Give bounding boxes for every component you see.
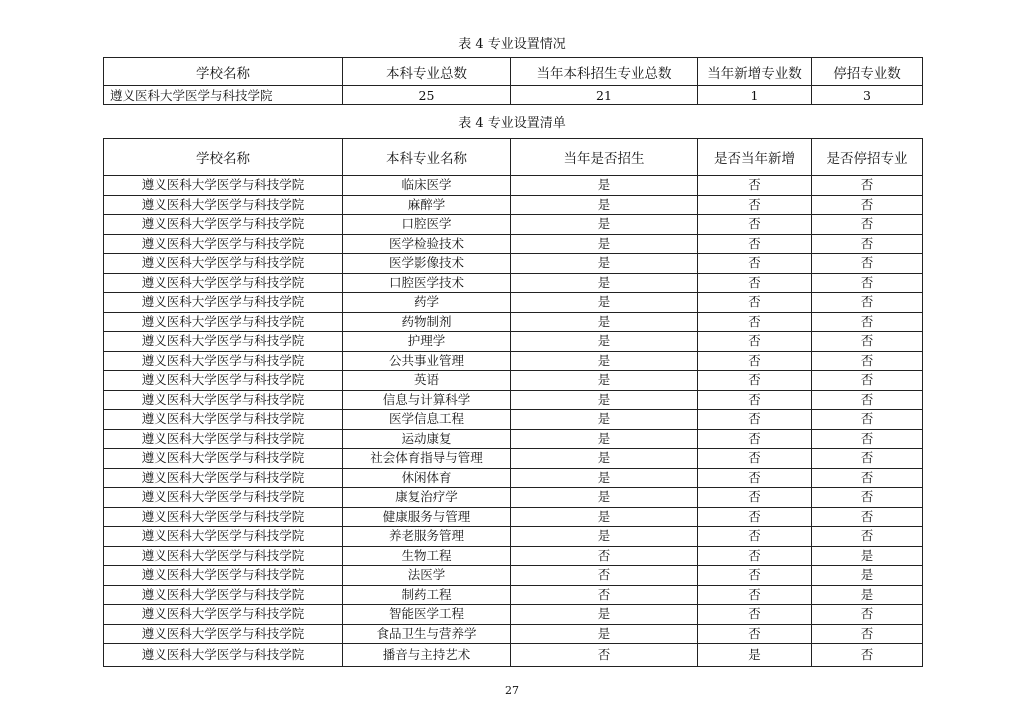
is-new-cell: 否 xyxy=(698,546,812,566)
is-suspended-cell: 是 xyxy=(812,566,923,586)
is-suspended-cell: 否 xyxy=(812,254,923,274)
school-name-cell: 遵义医科大学医学与科技学院 xyxy=(104,254,343,274)
table-row xyxy=(104,312,923,332)
enrolling-cell: 是 xyxy=(511,332,698,352)
enrolling-cell: 是 xyxy=(511,215,698,235)
table-row xyxy=(104,546,923,566)
major-name-cell: 休闲体育 xyxy=(343,468,511,488)
is-suspended-cell: 是 xyxy=(812,546,923,566)
header-school-name: 学校名称 xyxy=(104,58,343,86)
major-name-cell: 播音与主持艺术 xyxy=(343,644,511,667)
table-row xyxy=(104,605,923,625)
is-suspended-cell: 否 xyxy=(812,371,923,391)
enrolling-cell: 是 xyxy=(511,429,698,449)
school-name-cell: 遵义医科大学医学与科技学院 xyxy=(104,176,343,196)
enrolling-cell: 是 xyxy=(511,312,698,332)
enrolling-cell: 是 xyxy=(511,468,698,488)
summary-new-majors: 1 xyxy=(698,86,812,105)
major-name-cell: 生物工程 xyxy=(343,546,511,566)
major-name-cell: 制药工程 xyxy=(343,585,511,605)
table-row xyxy=(104,410,923,430)
is-new-cell: 否 xyxy=(698,215,812,235)
table-row xyxy=(104,468,923,488)
is-new-cell: 否 xyxy=(698,468,812,488)
header-major-name: 本科专业名称 xyxy=(343,139,511,176)
enrolling-cell: 是 xyxy=(511,293,698,313)
school-name-cell: 遵义医科大学医学与科技学院 xyxy=(104,429,343,449)
school-name-cell: 遵义医科大学医学与科技学院 xyxy=(104,644,343,667)
summary-enrolling-majors: 21 xyxy=(511,86,698,105)
is-suspended-cell: 否 xyxy=(812,390,923,410)
table-row xyxy=(104,585,923,605)
is-suspended-cell: 否 xyxy=(812,332,923,352)
is-suspended-cell: 否 xyxy=(812,507,923,527)
major-name-cell: 运动康复 xyxy=(343,429,511,449)
school-name-cell: 遵义医科大学医学与科技学院 xyxy=(104,351,343,371)
is-new-cell: 否 xyxy=(698,390,812,410)
enrolling-cell: 否 xyxy=(511,585,698,605)
school-name-cell: 遵义医科大学医学与科技学院 xyxy=(104,566,343,586)
school-name-cell: 遵义医科大学医学与科技学院 xyxy=(104,371,343,391)
table-row xyxy=(104,293,923,313)
school-name-cell: 遵义医科大学医学与科技学院 xyxy=(104,293,343,313)
is-new-cell: 否 xyxy=(698,605,812,625)
school-name-cell: 遵义医科大学医学与科技学院 xyxy=(104,585,343,605)
is-new-cell: 否 xyxy=(698,410,812,430)
major-name-cell: 麻醉学 xyxy=(343,195,511,215)
summary-school-name: 遵义医科大学医学与科技学院 xyxy=(104,86,343,105)
major-name-cell: 药物制剂 xyxy=(343,312,511,332)
major-name-cell: 口腔医学 xyxy=(343,215,511,235)
major-name-cell: 药学 xyxy=(343,293,511,313)
school-name-cell: 遵义医科大学医学与科技学院 xyxy=(104,234,343,254)
enrolling-cell: 是 xyxy=(511,273,698,293)
school-name-cell: 遵义医科大学医学与科技学院 xyxy=(104,449,343,469)
table-row xyxy=(104,351,923,371)
is-suspended-cell: 是 xyxy=(812,585,923,605)
table-row xyxy=(104,644,923,667)
major-name-cell: 医学影像技术 xyxy=(343,254,511,274)
is-suspended-cell: 否 xyxy=(812,293,923,313)
enrolling-cell: 是 xyxy=(511,371,698,391)
page-number: 27 xyxy=(505,684,519,697)
is-new-cell: 否 xyxy=(698,234,812,254)
is-new-cell: 否 xyxy=(698,488,812,508)
is-suspended-cell: 否 xyxy=(812,449,923,469)
is-suspended-cell: 否 xyxy=(812,215,923,235)
header-enrolling-majors: 当年本科招生专业总数 xyxy=(511,58,698,86)
enrolling-cell: 是 xyxy=(511,527,698,547)
summary-total-majors: 25 xyxy=(343,86,511,105)
is-suspended-cell: 否 xyxy=(812,527,923,547)
major-name-cell: 健康服务与管理 xyxy=(343,507,511,527)
enrolling-cell: 是 xyxy=(511,449,698,469)
is-new-cell: 否 xyxy=(698,351,812,371)
is-suspended-cell: 否 xyxy=(812,605,923,625)
enrolling-cell: 是 xyxy=(511,488,698,508)
is-suspended-cell: 否 xyxy=(812,429,923,449)
is-suspended-cell: 否 xyxy=(812,195,923,215)
enrolling-cell: 否 xyxy=(511,644,698,667)
enrolling-cell: 是 xyxy=(511,195,698,215)
enrolling-cell: 是 xyxy=(511,605,698,625)
enrolling-cell: 是 xyxy=(511,624,698,644)
school-name-cell: 遵义医科大学医学与科技学院 xyxy=(104,546,343,566)
header-is-suspended: 是否停招专业 xyxy=(812,139,923,176)
table-row xyxy=(104,488,923,508)
school-name-cell: 遵义医科大学医学与科技学院 xyxy=(104,605,343,625)
header-is-new: 是否当年新增 xyxy=(698,139,812,176)
school-name-cell: 遵义医科大学医学与科技学院 xyxy=(104,195,343,215)
school-name-cell: 遵义医科大学医学与科技学院 xyxy=(104,215,343,235)
major-name-cell: 食品卫生与营养学 xyxy=(343,624,511,644)
table-row xyxy=(104,371,923,391)
table-row xyxy=(104,449,923,469)
school-name-cell: 遵义医科大学医学与科技学院 xyxy=(104,488,343,508)
enrolling-cell: 是 xyxy=(511,507,698,527)
is-suspended-cell: 否 xyxy=(812,351,923,371)
school-name-cell: 遵义医科大学医学与科技学院 xyxy=(104,273,343,293)
is-suspended-cell: 否 xyxy=(812,273,923,293)
summary-suspended-majors: 3 xyxy=(812,86,923,105)
enrolling-cell: 是 xyxy=(511,254,698,274)
enrolling-cell: 是 xyxy=(511,234,698,254)
major-name-cell: 智能医学工程 xyxy=(343,605,511,625)
is-new-cell: 否 xyxy=(698,624,812,644)
enrolling-cell: 否 xyxy=(511,546,698,566)
major-name-cell: 医学信息工程 xyxy=(343,410,511,430)
major-name-cell: 法医学 xyxy=(343,566,511,586)
header-total-majors: 本科专业总数 xyxy=(343,58,511,86)
major-name-cell: 养老服务管理 xyxy=(343,527,511,547)
is-new-cell: 否 xyxy=(698,371,812,391)
is-suspended-cell: 否 xyxy=(812,624,923,644)
school-name-cell: 遵义医科大学医学与科技学院 xyxy=(104,390,343,410)
table-row xyxy=(104,332,923,352)
header-suspended-majors: 停招专业数 xyxy=(812,58,923,86)
is-new-cell: 否 xyxy=(698,449,812,469)
is-suspended-cell: 否 xyxy=(812,176,923,196)
major-name-cell: 临床医学 xyxy=(343,176,511,196)
table-row xyxy=(104,254,923,274)
school-name-cell: 遵义医科大学医学与科技学院 xyxy=(104,527,343,547)
summary-data-row xyxy=(104,86,923,105)
major-name-cell: 公共事业管理 xyxy=(343,351,511,371)
school-name-cell: 遵义医科大学医学与科技学院 xyxy=(104,410,343,430)
enrolling-cell: 是 xyxy=(511,390,698,410)
major-name-cell: 英语 xyxy=(343,371,511,391)
enrolling-cell: 是 xyxy=(511,176,698,196)
major-name-cell: 护理学 xyxy=(343,332,511,352)
school-name-cell: 遵义医科大学医学与科技学院 xyxy=(104,624,343,644)
school-name-cell: 遵义医科大学医学与科技学院 xyxy=(104,332,343,352)
is-suspended-cell: 否 xyxy=(812,234,923,254)
is-suspended-cell: 否 xyxy=(812,488,923,508)
enrolling-cell: 是 xyxy=(511,351,698,371)
table-row xyxy=(104,390,923,410)
header-new-majors: 当年新增专业数 xyxy=(698,58,812,86)
major-list-table xyxy=(103,138,923,667)
school-name-cell: 遵义医科大学医学与科技学院 xyxy=(104,468,343,488)
is-new-cell: 否 xyxy=(698,273,812,293)
is-suspended-cell: 否 xyxy=(812,410,923,430)
enrolling-cell: 是 xyxy=(511,410,698,430)
major-name-cell: 康复治疗学 xyxy=(343,488,511,508)
summary-table xyxy=(103,57,923,105)
is-new-cell: 否 xyxy=(698,195,812,215)
enrolling-cell: 否 xyxy=(511,566,698,586)
header-enrolling: 当年是否招生 xyxy=(511,139,698,176)
school-name-cell: 遵义医科大学医学与科技学院 xyxy=(104,507,343,527)
is-new-cell: 否 xyxy=(698,254,812,274)
table-row xyxy=(104,273,923,293)
is-new-cell: 否 xyxy=(698,176,812,196)
list-table-caption: 表 4 专业设置清单 xyxy=(458,116,566,131)
is-suspended-cell: 否 xyxy=(812,312,923,332)
list-header-row xyxy=(104,139,923,176)
table-row xyxy=(104,527,923,547)
table-row xyxy=(104,429,923,449)
header-school-name: 学校名称 xyxy=(104,139,343,176)
table-row xyxy=(104,507,923,527)
table-row xyxy=(104,215,923,235)
is-new-cell: 否 xyxy=(698,566,812,586)
is-new-cell: 否 xyxy=(698,332,812,352)
table-row xyxy=(104,176,923,196)
major-name-cell: 信息与计算科学 xyxy=(343,390,511,410)
school-name-cell: 遵义医科大学医学与科技学院 xyxy=(104,312,343,332)
summary-table-caption: 表 4 专业设置情况 xyxy=(458,37,566,52)
major-name-cell: 口腔医学技术 xyxy=(343,273,511,293)
summary-header-row xyxy=(104,58,923,86)
is-new-cell: 否 xyxy=(698,293,812,313)
is-new-cell: 否 xyxy=(698,312,812,332)
major-name-cell: 社会体育指导与管理 xyxy=(343,449,511,469)
is-new-cell: 是 xyxy=(698,644,812,667)
is-suspended-cell: 否 xyxy=(812,644,923,667)
table-row xyxy=(104,234,923,254)
is-suspended-cell: 否 xyxy=(812,468,923,488)
table-row xyxy=(104,566,923,586)
table-row xyxy=(104,624,923,644)
is-new-cell: 否 xyxy=(698,507,812,527)
table-row xyxy=(104,195,923,215)
is-new-cell: 否 xyxy=(698,585,812,605)
is-new-cell: 否 xyxy=(698,527,812,547)
is-new-cell: 否 xyxy=(698,429,812,449)
major-name-cell: 医学检验技术 xyxy=(343,234,511,254)
